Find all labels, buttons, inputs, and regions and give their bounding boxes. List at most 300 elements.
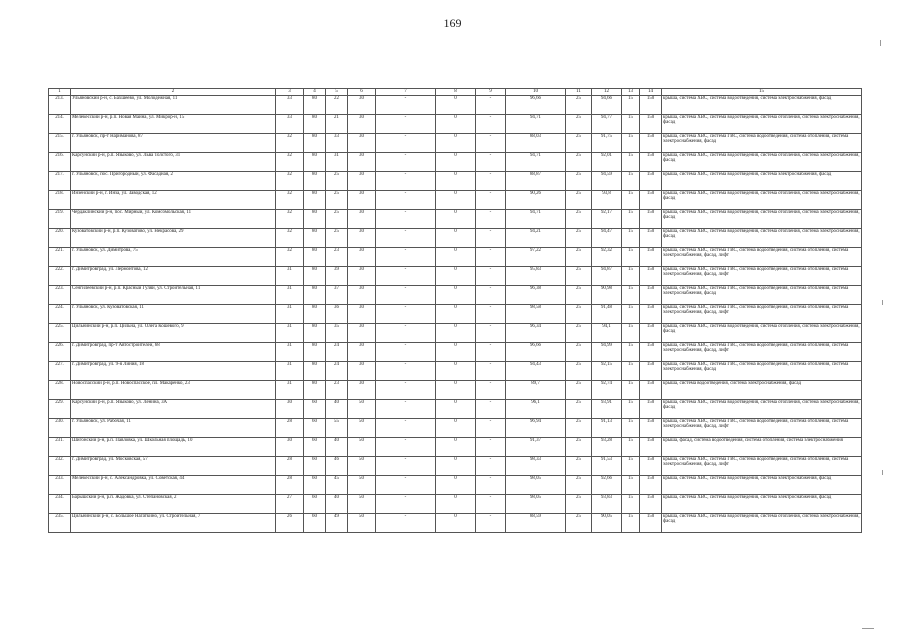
col-10-cell: 96,66 xyxy=(506,343,566,362)
col-8-cell: 0 xyxy=(436,248,476,267)
column-number-row xyxy=(49,89,862,96)
col-12-cell: 94,47 xyxy=(592,229,622,248)
work-types-cell: крыша, фасад, система водоотведения, система отопления, система электроснабжения xyxy=(662,438,862,457)
col-11-cell: 25 xyxy=(566,248,592,267)
col-11-cell: 25 xyxy=(566,324,592,343)
col-6-cell: 30 xyxy=(348,153,376,172)
col-10-cell: 90,26 xyxy=(506,191,566,210)
col-3-cell: 31 xyxy=(276,267,304,286)
col-6-cell: 30 xyxy=(348,305,376,324)
row-number-cell: 219. xyxy=(49,210,71,229)
work-types-cell: крыша, система ХВС, система водоотведения, система электроснабжения, фасад xyxy=(662,96,862,115)
column-number-cell: 11 xyxy=(566,89,592,96)
col-7-cell: - xyxy=(376,153,436,172)
address-cell: Цильнинский р-н, с. Большое Нагаткино, ул. Строительная, 7 xyxy=(71,514,276,533)
col-10-cell: 96,94 xyxy=(506,419,566,438)
col-11-cell: 25 xyxy=(566,96,592,115)
col-13-cell: 15 xyxy=(622,115,640,134)
col-8-cell: 0 xyxy=(436,514,476,533)
col-7-cell: - xyxy=(376,362,436,381)
col-5-cell: 23 xyxy=(326,381,348,400)
col-7-cell: - xyxy=(376,96,436,115)
col-14-cell: 150 xyxy=(640,324,662,343)
col-13-cell: 15 xyxy=(622,419,640,438)
col-12-cell: 94,1 xyxy=(592,324,622,343)
table-row xyxy=(49,438,862,457)
col-12-cell: 91,53 xyxy=(592,457,622,476)
address-cell: Новоспасский р-н, р.п. Новоспасское, пл. Макаренко, 23 xyxy=(71,381,276,400)
col-3-cell: 31 xyxy=(276,343,304,362)
col-4-cell: 80 xyxy=(304,286,326,305)
row-number-cell: 220. xyxy=(49,229,71,248)
col-13-cell: 15 xyxy=(622,305,640,324)
col-12-cell: 94,87 xyxy=(592,267,622,286)
address-cell: Карсунский р-н, р.п. Языково, ул. Льва Толстого, 31 xyxy=(71,153,276,172)
col-5-cell: 35 xyxy=(326,324,348,343)
col-9-cell: - xyxy=(476,495,506,514)
col-9-cell: - xyxy=(476,476,506,495)
col-13-cell: 15 xyxy=(622,134,640,153)
work-types-cell: крыша, система ХВС, система водоотведения, система отопления, система электроснабжения, фасад xyxy=(662,210,862,229)
column-number-cell: 9 xyxy=(476,89,506,96)
address-cell: Карсунский р-н, р.п. Языково, ул. Ленина, 3А xyxy=(71,400,276,419)
col-6-cell: 30 xyxy=(348,210,376,229)
col-14-cell: 150 xyxy=(640,343,662,362)
col-6-cell: 50 xyxy=(348,400,376,419)
table-row xyxy=(49,324,862,343)
table-row xyxy=(49,210,862,229)
col-3-cell: 31 xyxy=(276,286,304,305)
col-8-cell: 0 xyxy=(436,229,476,248)
col-10-cell: 98,33 xyxy=(506,457,566,476)
col-13-cell: 15 xyxy=(622,248,640,267)
col-7-cell: - xyxy=(376,267,436,286)
col-4-cell: 60 xyxy=(304,419,326,438)
table-row xyxy=(49,96,862,115)
col-4-cell: 80 xyxy=(304,381,326,400)
col-4-cell: 60 xyxy=(304,457,326,476)
col-6-cell: 30 xyxy=(348,172,376,191)
col-8-cell: 0 xyxy=(436,476,476,495)
col-10-cell: 98,58 xyxy=(506,305,566,324)
col-12-cell: 93,8 xyxy=(592,191,622,210)
col-4-cell: 80 xyxy=(304,115,326,134)
col-6-cell: 30 xyxy=(348,115,376,134)
col-4-cell: 80 xyxy=(304,210,326,229)
col-5-cell: 31 xyxy=(326,153,348,172)
col-4-cell: 60 xyxy=(304,514,326,533)
table-row xyxy=(49,134,862,153)
col-3-cell: 26 xyxy=(276,514,304,533)
col-10-cell: 97,22 xyxy=(506,248,566,267)
col-9-cell: - xyxy=(476,362,506,381)
col-6-cell: 50 xyxy=(348,457,376,476)
col-7-cell: - xyxy=(376,210,436,229)
row-number-cell: 235. xyxy=(49,514,71,533)
table-row xyxy=(49,248,862,267)
col-5-cell: 25 xyxy=(326,172,348,191)
table-row xyxy=(49,495,862,514)
col-11-cell: 25 xyxy=(566,267,592,286)
col-12-cell: 91,75 xyxy=(592,134,622,153)
col-6-cell: 30 xyxy=(348,229,376,248)
column-number-cell: 6 xyxy=(348,89,376,96)
col-10-cell: 96,38 xyxy=(506,286,566,305)
col-13-cell: 15 xyxy=(622,286,640,305)
col-13-cell: 15 xyxy=(622,400,640,419)
col-5-cell: 40 xyxy=(326,438,348,457)
col-7-cell: - xyxy=(376,419,436,438)
col-8-cell: 0 xyxy=(436,210,476,229)
address-cell: г. Димитровград, ул. Московская, 57 xyxy=(71,457,276,476)
col-5-cell: 40 xyxy=(326,400,348,419)
col-7-cell: - xyxy=(376,248,436,267)
row-number-cell: 221. xyxy=(49,248,71,267)
col-12-cell: 93,28 xyxy=(592,438,622,457)
row-number-cell: 222. xyxy=(49,267,71,286)
col-4-cell: 80 xyxy=(304,324,326,343)
col-12-cell: 91,48 xyxy=(592,305,622,324)
col-13-cell: 15 xyxy=(622,343,640,362)
col-11-cell: 25 xyxy=(566,362,592,381)
col-10-cell: 94,71 xyxy=(506,210,566,229)
col-13-cell: 15 xyxy=(622,381,640,400)
table-row xyxy=(49,514,862,533)
row-number-cell: 234. xyxy=(49,495,71,514)
col-13-cell: 15 xyxy=(622,267,640,286)
col-6-cell: 30 xyxy=(348,191,376,210)
col-5-cell: 39 xyxy=(326,267,348,286)
col-14-cell: 150 xyxy=(640,381,662,400)
column-number-cell: 10 xyxy=(506,89,566,96)
address-cell: Барышский р-н, р.п. Жадовка, ул. Степановская, 2 xyxy=(71,495,276,514)
col-7-cell: - xyxy=(376,229,436,248)
col-14-cell: 150 xyxy=(640,134,662,153)
col-8-cell: 0 xyxy=(436,400,476,419)
register-sheet xyxy=(48,88,861,533)
col-11-cell: 25 xyxy=(566,343,592,362)
col-5-cell: 37 xyxy=(326,286,348,305)
col-5-cell: 22 xyxy=(326,96,348,115)
work-types-cell: крыша, система водоотведения, система электроснабжения, фасад xyxy=(662,381,862,400)
col-7-cell: - xyxy=(376,343,436,362)
scan-mark-right-2 xyxy=(882,470,883,475)
col-9-cell: - xyxy=(476,248,506,267)
col-13-cell: 15 xyxy=(622,153,640,172)
col-13-cell: 15 xyxy=(622,362,640,381)
col-14-cell: 150 xyxy=(640,172,662,191)
col-14-cell: 150 xyxy=(640,153,662,172)
row-number-cell: 218. xyxy=(49,191,71,210)
col-10-cell: 88,87 xyxy=(506,172,566,191)
col-3-cell: 33 xyxy=(276,115,304,134)
col-4-cell: 80 xyxy=(304,191,326,210)
row-number-cell: 215. xyxy=(49,134,71,153)
col-9-cell: - xyxy=(476,286,506,305)
column-number-cell: 5 xyxy=(326,89,348,96)
col-7-cell: - xyxy=(376,305,436,324)
row-number-cell: 230. xyxy=(49,419,71,438)
col-5-cell: 24 xyxy=(326,362,348,381)
col-4-cell: 60 xyxy=(304,438,326,457)
work-types-cell: крыша, система ХВС, система водоотведения, система отопления, система электроснабжения, фасад xyxy=(662,153,862,172)
col-3-cell: 30 xyxy=(276,438,304,457)
col-3-cell: 32 xyxy=(276,172,304,191)
work-types-cell: крыша, система ХВС, система ГВС, система водоотведения, система отопления, система электроснабжения, фасад, лифт xyxy=(662,305,862,324)
row-number-cell: 231. xyxy=(49,438,71,457)
col-4-cell: 60 xyxy=(304,476,326,495)
address-cell: Мелекесский р-н, р.п. Новая Майна, ул. Микрор-н, 15 xyxy=(71,115,276,134)
col-8-cell: 0 xyxy=(436,172,476,191)
col-6-cell: 30 xyxy=(348,96,376,115)
col-9-cell: - xyxy=(476,305,506,324)
col-11-cell: 25 xyxy=(566,153,592,172)
col-11-cell: 25 xyxy=(566,134,592,153)
table-row xyxy=(49,343,862,362)
housing-register-table xyxy=(48,88,862,533)
col-9-cell: - xyxy=(476,96,506,115)
col-9-cell: - xyxy=(476,514,506,533)
col-14-cell: 150 xyxy=(640,210,662,229)
col-7-cell: - xyxy=(376,191,436,210)
table-row xyxy=(49,191,862,210)
col-8-cell: 0 xyxy=(436,153,476,172)
col-14-cell: 150 xyxy=(640,305,662,324)
col-3-cell: 33 xyxy=(276,96,304,115)
col-8-cell: 0 xyxy=(436,457,476,476)
col-5-cell: 46 xyxy=(326,457,348,476)
col-12-cell: 93,83 xyxy=(592,495,622,514)
col-3-cell: 32 xyxy=(276,210,304,229)
col-5-cell: 24 xyxy=(326,343,348,362)
work-types-cell: крыша, система ХВС, система водоотведения, система отопления, система электроснабжения, фасад xyxy=(662,400,862,419)
col-13-cell: 15 xyxy=(622,495,640,514)
col-10-cell: 94,71 xyxy=(506,153,566,172)
column-number-cell: 4 xyxy=(304,89,326,96)
col-6-cell: 30 xyxy=(348,324,376,343)
col-10-cell: 96,34 xyxy=(506,324,566,343)
col-11-cell: 25 xyxy=(566,438,592,457)
col-5-cell: 23 xyxy=(326,248,348,267)
col-9-cell: - xyxy=(476,343,506,362)
col-7-cell: - xyxy=(376,115,436,134)
col-11-cell: 25 xyxy=(566,229,592,248)
col-5-cell: 25 xyxy=(326,229,348,248)
col-5-cell: 40 xyxy=(326,495,348,514)
col-14-cell: 150 xyxy=(640,362,662,381)
col-14-cell: 150 xyxy=(640,514,662,533)
col-11-cell: 25 xyxy=(566,381,592,400)
col-13-cell: 15 xyxy=(622,476,640,495)
col-7-cell: - xyxy=(376,476,436,495)
col-5-cell: 33 xyxy=(326,134,348,153)
col-12-cell: 92,01 xyxy=(592,153,622,172)
work-types-cell: крыша, система ХВС, система ГВС, система водоотведения, система отопления, система электроснабжения, фасад xyxy=(662,134,862,153)
col-9-cell: - xyxy=(476,267,506,286)
scan-mark-bottom-right xyxy=(862,628,874,629)
col-6-cell: 30 xyxy=(348,343,376,362)
column-number-cell: 14 xyxy=(640,89,662,96)
row-number-cell: 226. xyxy=(49,343,71,362)
row-number-cell: 217. xyxy=(49,172,71,191)
col-11-cell: 25 xyxy=(566,286,592,305)
col-4-cell: 80 xyxy=(304,305,326,324)
col-6-cell: 50 xyxy=(348,514,376,533)
table-row xyxy=(49,457,862,476)
address-cell: г. Димитровград, ул. Лермонтова, 12 xyxy=(71,267,276,286)
col-5-cell: 21 xyxy=(326,115,348,134)
table-row xyxy=(49,267,862,286)
col-8-cell: 0 xyxy=(436,134,476,153)
col-4-cell: 80 xyxy=(304,248,326,267)
col-9-cell: - xyxy=(476,153,506,172)
row-number-cell: 232. xyxy=(49,457,71,476)
col-14-cell: 150 xyxy=(640,419,662,438)
col-13-cell: 15 xyxy=(622,210,640,229)
col-13-cell: 15 xyxy=(622,514,640,533)
col-11-cell: 25 xyxy=(566,172,592,191)
col-11-cell: 25 xyxy=(566,457,592,476)
col-10-cell: 89,7 xyxy=(506,381,566,400)
address-cell: г. Ульяновск, пр-т Нариманова, 87 xyxy=(71,134,276,153)
col-6-cell: 30 xyxy=(348,362,376,381)
col-8-cell: 0 xyxy=(436,381,476,400)
row-number-cell: 225. xyxy=(49,324,71,343)
row-number-cell: 228. xyxy=(49,381,71,400)
col-14-cell: 150 xyxy=(640,438,662,457)
col-10-cell: 98,05 xyxy=(506,495,566,514)
column-number-cell: 12 xyxy=(592,89,622,96)
col-10-cell: 98,05 xyxy=(506,476,566,495)
scan-mark-top-right xyxy=(880,40,881,46)
address-cell: Цильнинский р-н, р.п. Цильна, ул. Олега Кошевого, 9 xyxy=(71,324,276,343)
table-row xyxy=(49,476,862,495)
table-row xyxy=(49,229,862,248)
col-7-cell: - xyxy=(376,286,436,305)
address-cell: Кузоватовский р-н, р.п. Кузоватово, ул. Некрасова, 29 xyxy=(71,229,276,248)
col-4-cell: 80 xyxy=(304,96,326,115)
col-8-cell: 0 xyxy=(436,419,476,438)
col-4-cell: 80 xyxy=(304,362,326,381)
col-12-cell: 92,17 xyxy=(592,210,622,229)
address-cell: Шигонский р-н, р.п. Павловка, ул. Школьная площадь, 10 xyxy=(71,438,276,457)
col-10-cell: 91,37 xyxy=(506,438,566,457)
col-9-cell: - xyxy=(476,115,506,134)
col-5-cell: 25 xyxy=(326,210,348,229)
col-8-cell: 0 xyxy=(436,267,476,286)
column-number-cell: 7 xyxy=(376,89,436,96)
col-6-cell: 50 xyxy=(348,438,376,457)
col-13-cell: 15 xyxy=(622,96,640,115)
table-row xyxy=(49,381,862,400)
table-row xyxy=(49,305,862,324)
col-9-cell: - xyxy=(476,400,506,419)
col-3-cell: 28 xyxy=(276,419,304,438)
col-12-cell: 91,13 xyxy=(592,419,622,438)
col-6-cell: 50 xyxy=(348,476,376,495)
col-9-cell: - xyxy=(476,191,506,210)
col-7-cell: - xyxy=(376,381,436,400)
col-12-cell: 93,91 xyxy=(592,400,622,419)
col-9-cell: - xyxy=(476,457,506,476)
col-8-cell: 0 xyxy=(436,191,476,210)
col-3-cell: 28 xyxy=(276,457,304,476)
col-4-cell: 80 xyxy=(304,267,326,286)
col-11-cell: 25 xyxy=(566,210,592,229)
work-types-cell: крыша, система ХВС, система водоотведения, система отопления, система электроснабжения, фасад xyxy=(662,115,862,134)
col-6-cell: 50 xyxy=(348,495,376,514)
col-12-cell: 94,77 xyxy=(592,115,622,134)
table-row xyxy=(49,362,862,381)
col-12-cell: 90,05 xyxy=(592,514,622,533)
address-cell: Ульяновский р-н, с. Бахшеево, ул. Молодёжная, 11 xyxy=(71,96,276,115)
work-types-cell: крыша, система ХВС, система водоотведения, система отопления, система электроснабжения, фасад xyxy=(662,324,862,343)
address-cell: г. Ульяновск, ул. Рабочая, 11 xyxy=(71,419,276,438)
col-7-cell: - xyxy=(376,134,436,153)
col-4-cell: 80 xyxy=(304,229,326,248)
col-3-cell: 32 xyxy=(276,229,304,248)
col-7-cell: - xyxy=(376,457,436,476)
row-number-cell: 227. xyxy=(49,362,71,381)
col-3-cell: 31 xyxy=(276,381,304,400)
col-3-cell: 32 xyxy=(276,248,304,267)
col-4-cell: 60 xyxy=(304,495,326,514)
col-9-cell: - xyxy=(476,324,506,343)
col-9-cell: - xyxy=(476,134,506,153)
row-number-cell: 216. xyxy=(49,153,71,172)
col-3-cell: 30 xyxy=(276,400,304,419)
col-12-cell: 92,74 xyxy=(592,381,622,400)
address-cell: г. Ульяновск, пос. Пригородный, ул. Фасадная, 2 xyxy=(71,172,276,191)
work-types-cell: крыша, система ХВС, система водоотведения, система электроснабжения, фасад xyxy=(662,495,862,514)
col-5-cell: 45 xyxy=(326,476,348,495)
col-9-cell: - xyxy=(476,419,506,438)
col-8-cell: 0 xyxy=(436,115,476,134)
page-number: 169 xyxy=(443,16,462,30)
col-14-cell: 150 xyxy=(640,115,662,134)
col-12-cell: 92,66 xyxy=(592,476,622,495)
col-4-cell: 80 xyxy=(304,343,326,362)
column-number-cell: 15 xyxy=(662,89,862,96)
col-10-cell: 96,1 xyxy=(506,400,566,419)
col-12-cell: 94,99 xyxy=(592,343,622,362)
col-3-cell: 32 xyxy=(276,191,304,210)
row-number-cell: 233. xyxy=(49,476,71,495)
col-3-cell: 27 xyxy=(276,495,304,514)
row-number-cell: 224. xyxy=(49,305,71,324)
col-8-cell: 0 xyxy=(436,495,476,514)
table-row xyxy=(49,172,862,191)
col-10-cell: 94,71 xyxy=(506,115,566,134)
col-10-cell: 88,59 xyxy=(506,514,566,533)
col-10-cell: 88,03 xyxy=(506,134,566,153)
col-7-cell: - xyxy=(376,172,436,191)
col-12-cell: 94,66 xyxy=(592,96,622,115)
col-9-cell: - xyxy=(476,229,506,248)
work-types-cell: крыша, система ХВС, система водоотведения, система электроснабжения, фасад xyxy=(662,476,862,495)
col-7-cell: - xyxy=(376,514,436,533)
col-3-cell: 32 xyxy=(276,134,304,153)
col-6-cell: 30 xyxy=(348,381,376,400)
col-8-cell: 0 xyxy=(436,96,476,115)
col-13-cell: 15 xyxy=(622,191,640,210)
table-row xyxy=(49,419,862,438)
col-5-cell: 49 xyxy=(326,514,348,533)
col-8-cell: 0 xyxy=(436,286,476,305)
col-5-cell: 25 xyxy=(326,191,348,210)
work-types-cell: крыша, система ХВС, система ГВС, система водоотведения, система отопления, система электроснабжения, фасад xyxy=(662,286,862,305)
col-6-cell: 50 xyxy=(348,419,376,438)
